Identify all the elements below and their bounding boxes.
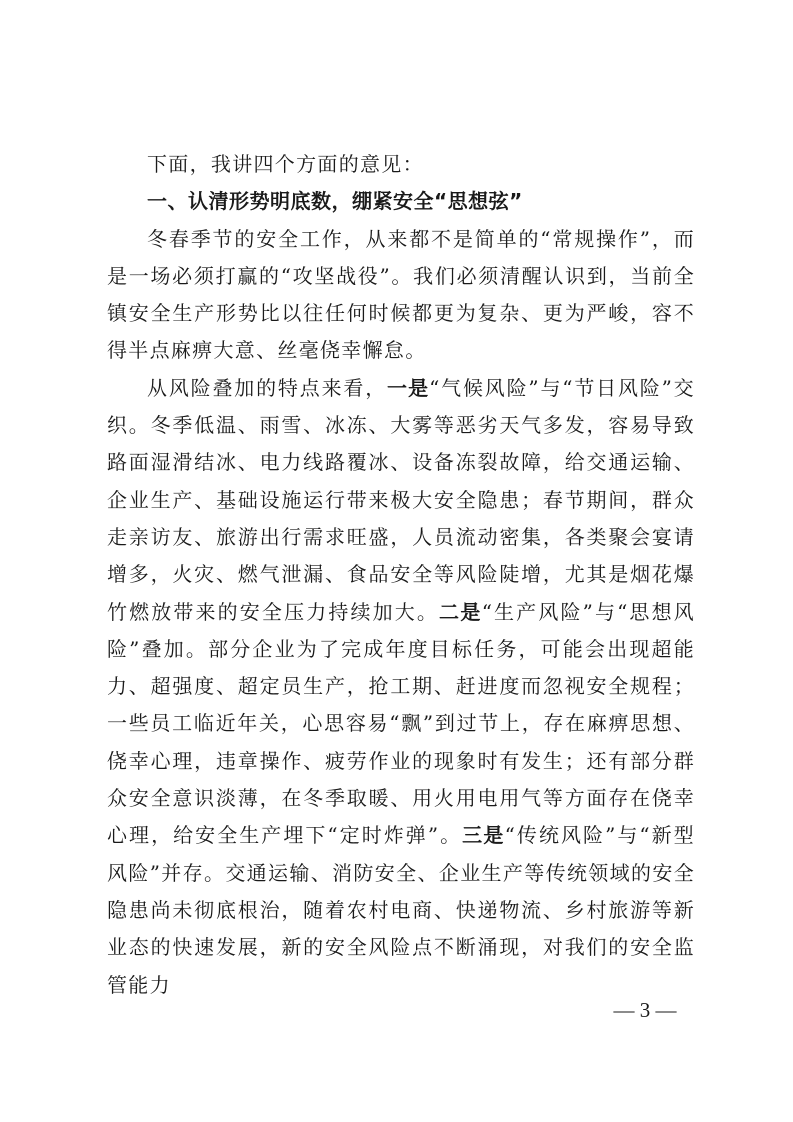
body-paragraph-2 (107, 370, 695, 1004)
page-number: — 3 — (613, 998, 677, 1022)
intro-paragraph: 下面，我讲四个方面的意见： (147, 152, 424, 176)
para2-bold-label-2: 二是 (439, 599, 482, 624)
para2-text-3: “生产风险”与“思想风险”叠加。部分企业为了完成年度目标任务，可能会出现超能力、超强度、超定员生产，抢工期、赶进度而忽视安全规程；一些员工临近年关，心思容易“飘”到过节上，存在麻痹思想、侥幸心理，违章操作、疲劳作业的现象时有发生；还有部分群众安全意识淡薄，在冬季取暖、用火用电用气等方面存在侥幸心理，给安全生产埋下“定时炸弹”。 (107, 599, 696, 848)
body-paragraph-1: 冬春季节的安全工作，从来都不是简单的“常规操作”，而是一场必须打赢的“攻坚战役”。我们必须清醒认识到，当前全镇安全生产形势比以往任何时候都更为复杂、更为严峻，容不得半点麻痹大意、丝毫侥幸懈怠。 (107, 226, 695, 363)
para2-text-1: 从风险叠加的特点来看， (147, 375, 388, 400)
page-body (107, 146, 695, 1004)
para2-bold-label-1: 一是 (387, 375, 430, 400)
para2-text-2: “气候风险”与“节日风险”交织。冬季低温、雨雪、冰冻、大雾等恶劣天气多发，容易导致路面湿滑结冰、电力线路覆冰、设备冻裂故障，给交通运输、企业生产、基础设施运行带来极大安全隐患；春节期间，群众走亲访友、旅游出行需求旺盛，人员流动密集，各类聚会宴请增多，火灾、燃气泄漏、食品安全等风险陡增，尤其是烟花爆竹燃放带来的安全压力持续加大。 (107, 375, 695, 624)
para2-text-4: “传统风险”与“新型风险”并存。交通运输、消防安全、企业生产等传统领域的安全隐患尚未彻底根治，随着农村电商、快递物流、乡村旅游等新业态的快速发展，新的安全风险点不断涌现，对我们的安全监管能力 (107, 823, 695, 997)
section-heading: 一、认清形势明底数，绷紧安全“思想弦” (147, 189, 523, 214)
para2-bold-label-3: 三是 (462, 823, 505, 848)
